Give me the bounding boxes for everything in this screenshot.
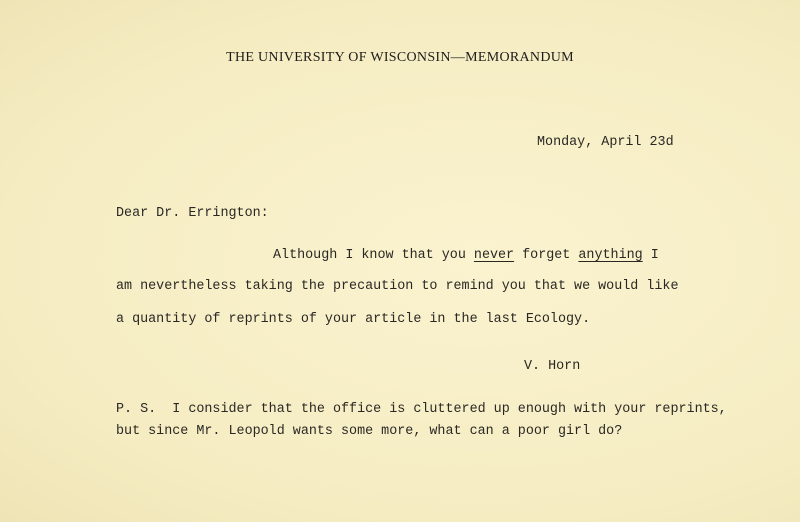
letterhead: THE UNIVERSITY OF WISCONSIN—MEMORANDUM bbox=[226, 50, 574, 65]
salutation: Dear Dr. Errington: bbox=[116, 206, 269, 221]
text: I bbox=[642, 248, 659, 263]
postscript-line-2: but since Mr. Leopold wants some more, what can a poor girl do? bbox=[116, 424, 623, 439]
body-line-1 bbox=[273, 249, 659, 262]
body-line-2: am nevertheless taking the precaution to remind you that we would like bbox=[116, 279, 679, 294]
signature: V. Horn bbox=[524, 359, 581, 374]
underlined-never: never bbox=[473, 248, 515, 263]
underlined-anything: anything bbox=[578, 248, 643, 263]
text: Although I know that you bbox=[273, 248, 474, 263]
body-line-3: a quantity of reprints of your article in the last Ecology. bbox=[116, 312, 591, 327]
date: Monday, April 23d bbox=[537, 135, 674, 150]
text: forget bbox=[514, 248, 579, 263]
postscript-line-1: P. S. I consider that the office is cluttered up enough with your reprints, bbox=[116, 402, 727, 417]
